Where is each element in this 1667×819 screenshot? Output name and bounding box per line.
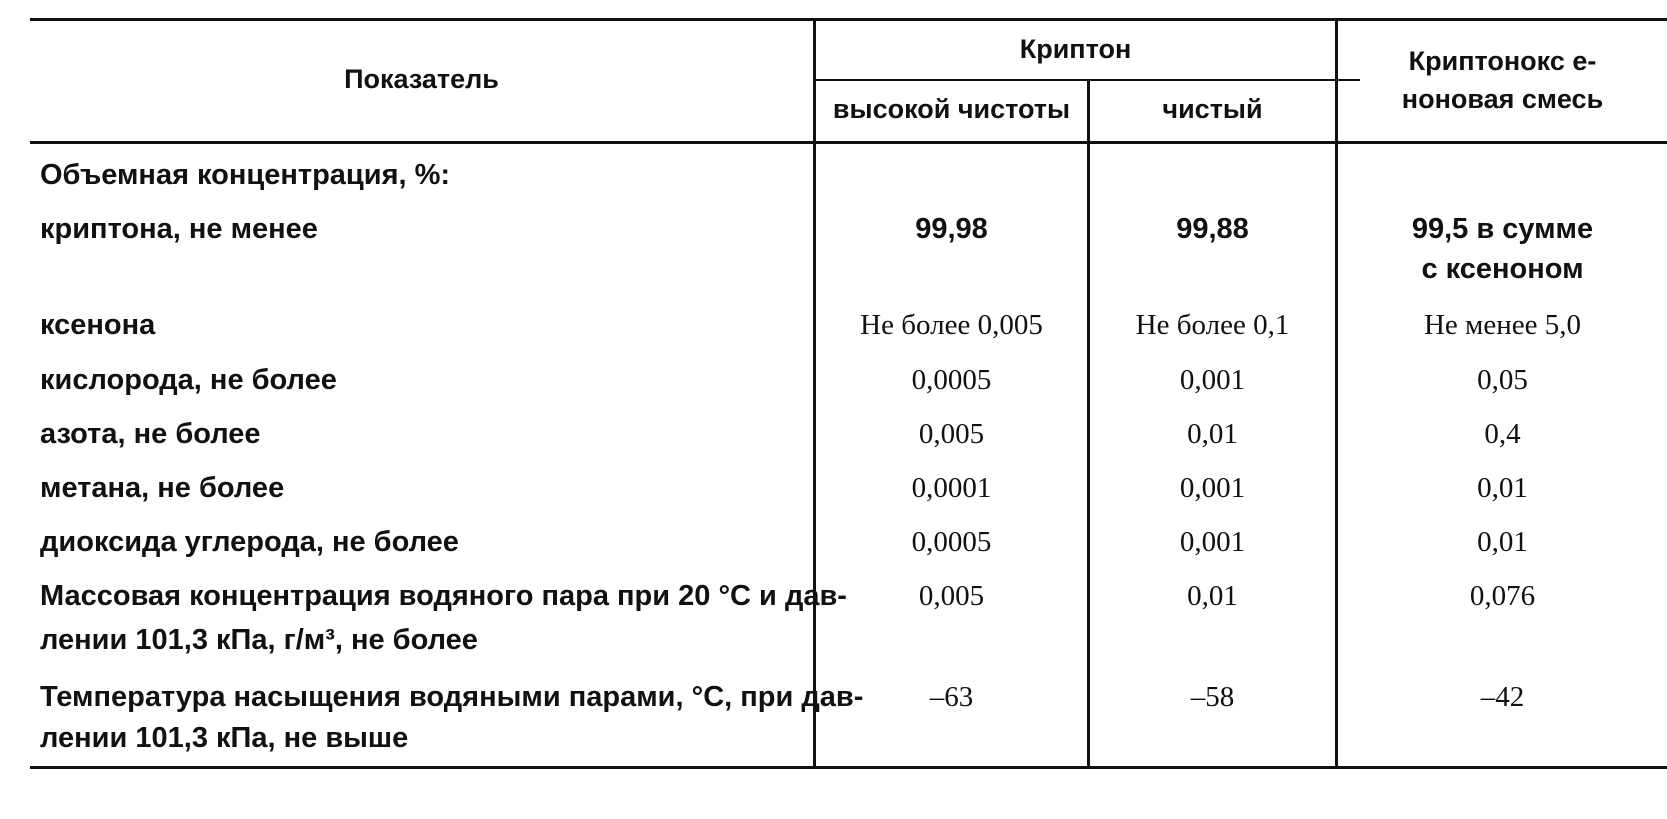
cell-mix-line2: с ксеноном — [1421, 253, 1584, 285]
row-label: ксенона — [40, 309, 156, 341]
cell-high-purity: 0,0001 — [911, 472, 992, 504]
row-label: диоксида углерода, не более — [40, 526, 459, 558]
cell-high-purity: 0,0005 — [911, 364, 992, 396]
row-label: Объемная концентрация, %: — [40, 159, 451, 191]
cell-pure: 0,01 — [1187, 418, 1238, 450]
header-pure: чистый — [1162, 94, 1263, 124]
bottom-rule — [30, 766, 1667, 769]
header-indicator: Показатель — [344, 64, 499, 94]
cell-pure: –58 — [1190, 681, 1235, 713]
cell-mix: 0,01 — [1477, 472, 1528, 504]
row-label: азота, не более — [40, 418, 261, 450]
cell-mix: 99,5 в сумме — [1411, 213, 1594, 245]
cell-high-purity: Не более 0,005 — [860, 309, 1043, 341]
cell-pure: 0,01 — [1187, 580, 1238, 612]
cell-mix: 0,076 — [1469, 580, 1536, 612]
cell-high-purity: 99,98 — [915, 213, 988, 245]
header-mix-line1: Криптонокс е- — [1408, 46, 1597, 76]
cell-pure: Не более 0,1 — [1135, 309, 1290, 341]
cell-pure: 99,88 — [1176, 213, 1249, 245]
row-label-cont: лении 101,3 кПа, г/м³, не более — [40, 624, 478, 656]
cell-pure: 0,001 — [1179, 472, 1246, 504]
row-label: криптона, не менее — [40, 213, 318, 245]
spec-table — [30, 18, 1667, 818]
header-high-purity: высокой чистоты — [832, 94, 1071, 124]
cell-high-purity: 0,005 — [918, 580, 985, 612]
cell-pure: 0,001 — [1179, 526, 1246, 558]
row-label: кислорода, не более — [40, 364, 337, 396]
row-label-cont: лении 101,3 кПа, не выше — [40, 722, 409, 754]
header-mix-line2: ноновая смесь — [1401, 84, 1604, 114]
row-label: Температура насыщения водяными парами, °С, при дав- — [40, 681, 864, 713]
cell-high-purity: –63 — [929, 681, 974, 713]
cell-high-purity: 0,005 — [918, 418, 985, 450]
cell-mix: 0,01 — [1477, 526, 1528, 558]
header-krypton: Криптон — [1019, 34, 1132, 64]
cell-mix: 0,05 — [1477, 364, 1528, 396]
row-label: метана, не более — [40, 472, 285, 504]
header-bottom-rule — [30, 141, 1667, 144]
cell-high-purity: 0,0005 — [911, 526, 992, 558]
cell-mix: –42 — [1480, 681, 1525, 713]
cell-mix: 0,4 — [1484, 418, 1521, 450]
top-rule — [30, 18, 1667, 21]
cell-mix: Не менее 5,0 — [1423, 309, 1582, 341]
row-label: Массовая концентрация водяного пара при 20 °С и дав- — [40, 580, 847, 612]
cell-pure: 0,001 — [1179, 364, 1246, 396]
